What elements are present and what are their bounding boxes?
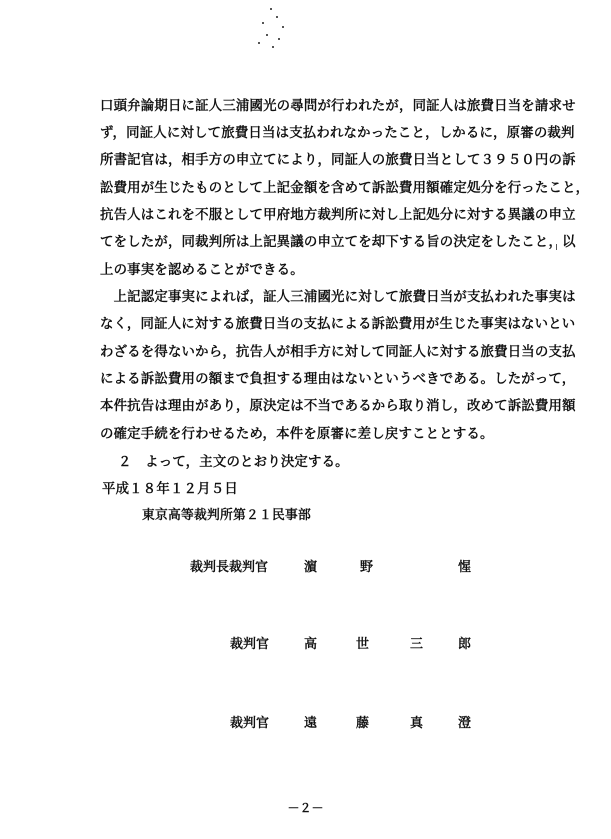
body-line: 本件抗告は理由があり，原決定は不当であるから取り消し，改めて訴訟費用額 xyxy=(100,398,576,414)
body-line: 口頭弁論期日に証人三浦國光の尋問が行われたが，同証人は旅費日当を請求せ xyxy=(100,98,576,114)
judge-name-char: 高 xyxy=(304,637,318,652)
judge-title: 裁判官 xyxy=(230,716,270,731)
body-line: ず，同証人に対して旅費日当は支払われなかったこと，しかるに，原審の裁判 xyxy=(100,125,575,141)
judge-name-char: 真 xyxy=(410,716,424,731)
body-line: 上記認定事実によれば，証人三浦國光に対して旅費日当が支払われた事実は xyxy=(100,289,576,305)
judge-name-char: 濵 xyxy=(304,560,318,575)
body-line: なく，同証人に対する旅費日当の支払による訴訟費用が生じた事実はないとい xyxy=(100,316,576,332)
body-line: 上の事実を認めることができる。 xyxy=(100,262,304,278)
decision-date: 平成１８年１２月５日 xyxy=(102,481,238,497)
body-line: わざるを得ないから，抗告人が相手方に対して同証人に対する旅費日当の支払 xyxy=(100,344,576,360)
body-line: 抗告人はこれを不服として甲府地方裁判所に対し上記処分に対する異議の申立 xyxy=(100,207,576,223)
judge-title: 裁判官 xyxy=(230,637,270,652)
court-name: 東京高等裁判所第２１民事部 xyxy=(142,508,311,523)
judge-title: 裁判長裁判官 xyxy=(190,560,269,575)
body-line: 訟費用が生じたものとして上記金額を含めて訴訟費用額確定処分を行ったこと， xyxy=(100,180,590,196)
judge-name-char: 三 xyxy=(410,637,424,652)
judge-name-char: 野 xyxy=(360,560,374,575)
judge-name-char: 世 xyxy=(356,637,370,652)
page-number: －２－ xyxy=(287,801,324,815)
body-line: 所書記官は，相手方の申立てにより，同証人の旅費日当として３９５０円の訴 xyxy=(100,152,576,168)
judge-name-char: 惺 xyxy=(458,560,472,575)
body-line: てをしたが，同裁判所は上記異議の申立てを却下する旨の決定をしたこと，以 xyxy=(100,234,576,250)
conclusion: ２ よって，主文のとおり決定する。 xyxy=(118,454,349,470)
body-line: の確定手続を行わせるため，本件を原審に差し戻すこととする。 xyxy=(100,426,494,442)
judge-name-char: 澄 xyxy=(458,716,472,731)
judge-name-char: 郎 xyxy=(458,637,472,652)
judge-name-char: 遠 xyxy=(304,716,318,731)
body-line: による訴訟費用の額まで負担する理由はないというべきである。したがって， xyxy=(100,371,576,387)
judge-name-char: 藤 xyxy=(356,716,370,731)
